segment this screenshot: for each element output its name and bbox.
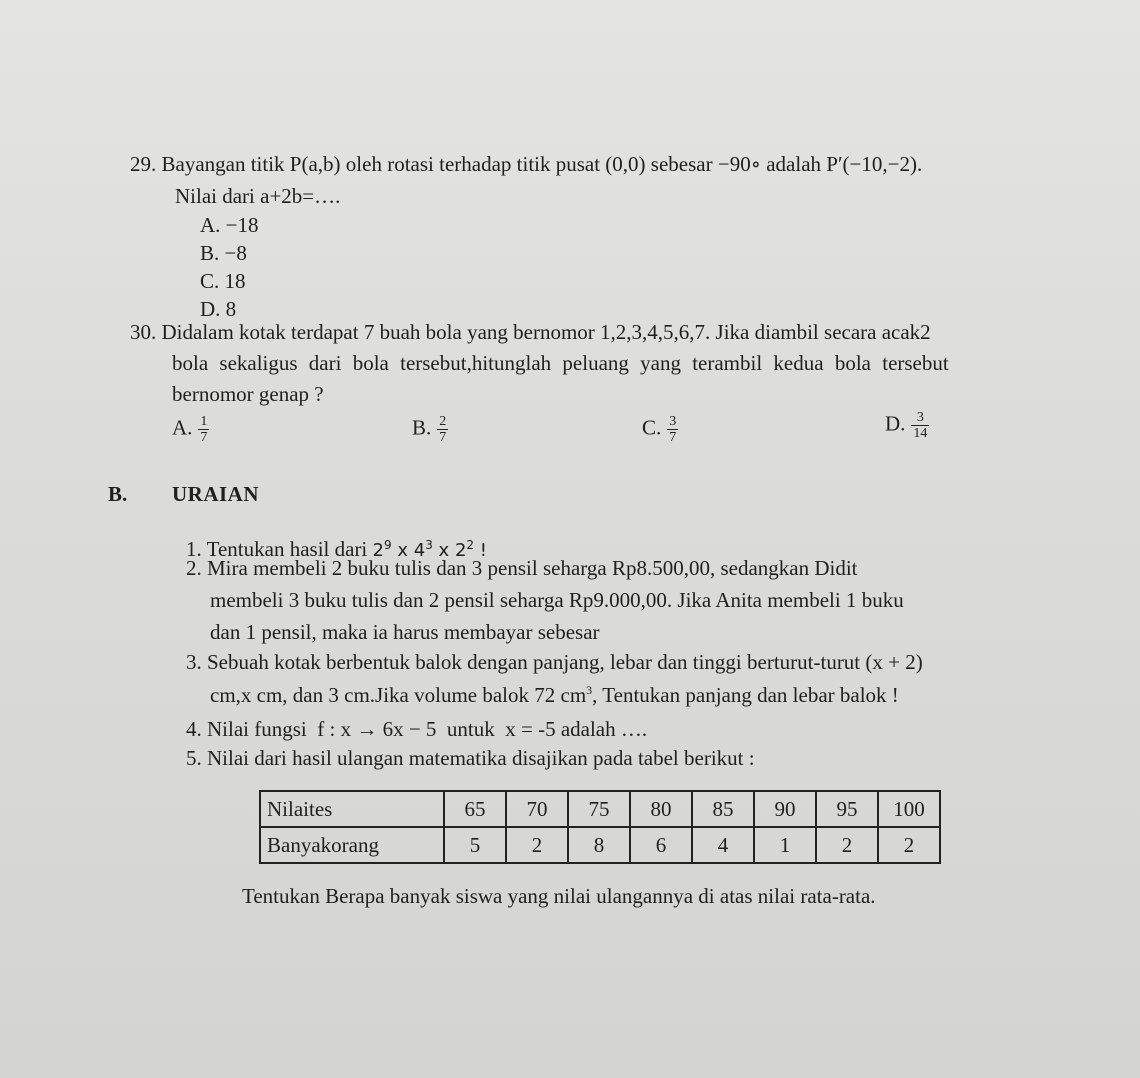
q30-option-a: [172, 414, 209, 445]
option-label: C.: [642, 415, 662, 440]
q30-option-c: [642, 414, 678, 445]
table-cell: 5: [444, 827, 506, 863]
table-cell: 4: [692, 827, 754, 863]
table-row: [260, 791, 940, 827]
q30-line1-text: Didalam kotak terdapat 7 buah bola yang bernomor 1,2,3,4,5,6,7. Jika diambil secara acak2: [161, 320, 931, 344]
denominator: 7: [669, 430, 677, 445]
q30-option-d: [885, 410, 929, 441]
uraian-q2-line2: membeli 3 buku tulis dan 2 pensil seharga Rp9.000,00. Jika Anita membeli 1 buku: [210, 588, 904, 612]
q30-line2: bola sekaligus dari bola tersebut,hitunglah peluang yang terambil kedua bola tersebut: [172, 351, 949, 375]
numerator: 3: [669, 414, 677, 429]
option-label: D.: [885, 411, 906, 436]
section-b-title: URAIAN: [172, 482, 259, 506]
fraction: [198, 414, 209, 445]
fraction: [437, 414, 448, 445]
q30-line1: [130, 320, 931, 345]
q30-line3: bernomor genap ?: [172, 382, 324, 406]
uraian-q2-line1: 2. Mira membeli 2 buku tulis dan 3 pensil seharga Rp8.500,00, sedangkan Didit: [186, 556, 858, 580]
uraian-q5: 5. Nilai dari hasil ulangan matematika disajikan pada tabel berikut :: [186, 746, 755, 770]
fraction: [667, 414, 678, 445]
numerator: 1: [200, 414, 208, 429]
q29-option-b: B. −8: [200, 241, 247, 265]
closing-question: Tentukan Berapa banyak siswa yang nilai ulangannya di atas nilai rata-rata.: [242, 884, 876, 908]
q29-number: 29.: [130, 152, 157, 176]
table-cell: 65: [444, 791, 506, 827]
q29-line1: Bayangan titik P(a,b) oleh rotasi terhadap titik pusat (0,0) sebesar −90∘ adalah P′(−10,−2).: [161, 152, 923, 176]
table-cell: 70: [506, 791, 568, 827]
section-b-label: B.: [108, 482, 128, 506]
operator-2: x: [432, 540, 455, 561]
option-label: A.: [172, 415, 193, 440]
option-label: B.: [412, 415, 432, 440]
base-1: 2: [372, 540, 384, 561]
base-2: 4: [413, 540, 426, 561]
numerator: 3: [911, 410, 929, 426]
fraction: [911, 410, 929, 441]
exponent-3: 2: [466, 538, 475, 552]
table-cell: 2: [506, 827, 568, 863]
uraian-q2-line3: dan 1 pensil, maka ia harus membayar sebesar: [210, 620, 600, 644]
row-label-nilai: Nilaites: [260, 791, 444, 827]
q1-prefix: 1. Tentukan hasil dari: [186, 537, 373, 561]
q1-suffix: !: [474, 540, 487, 561]
operator-1: x: [391, 540, 414, 561]
numerator: 2: [439, 414, 447, 429]
exponent-1: 9: [383, 538, 392, 552]
uraian-q3-line2: [210, 683, 899, 708]
q29-text: [130, 152, 922, 177]
table-cell: 90: [754, 791, 816, 827]
table-cell: 100: [878, 791, 940, 827]
table-cell: 8: [568, 827, 630, 863]
scores-table: [259, 790, 941, 864]
table-cell: 75: [568, 791, 630, 827]
q3-line2-part1: cm,x cm, dan 3 cm.Jika volume balok 72 cm: [210, 683, 587, 707]
q3-line2-part2: , Tentukan panjang dan lebar balok !: [592, 683, 899, 707]
denominator: 7: [439, 430, 447, 445]
table-cell: 95: [816, 791, 878, 827]
table-cell: 80: [630, 791, 692, 827]
q30-option-b: [412, 414, 448, 445]
table-row: [260, 827, 940, 863]
table-cell: 6: [630, 827, 692, 863]
denominator: 14: [913, 426, 928, 441]
table-cell: 2: [878, 827, 940, 863]
q29-option-c: C. 18: [200, 269, 246, 293]
table-cell: 2: [816, 827, 878, 863]
q3-exponent: 3: [586, 683, 593, 697]
q29-option-d: D. 8: [200, 297, 237, 321]
q30-number: 30.: [130, 320, 157, 344]
q29-line2: Nilai dari a+2b=….: [175, 184, 341, 208]
denominator: 7: [200, 430, 208, 445]
exponent-2: 3: [425, 538, 433, 552]
q29-option-a: A. −18: [200, 213, 259, 237]
table-cell: 1: [754, 827, 816, 863]
uraian-q4: 4. Nilai fungsi f : x → 6x − 5 untuk x = -5 adalah ….: [186, 717, 648, 741]
uraian-q3-line1: 3. Sebuah kotak berbentuk balok dengan panjang, lebar dan tinggi berturut-turut (x + 2): [186, 650, 923, 674]
table-cell: 85: [692, 791, 754, 827]
row-label-banyak: Banyakorang: [260, 827, 444, 863]
base-3: 2: [454, 540, 467, 561]
